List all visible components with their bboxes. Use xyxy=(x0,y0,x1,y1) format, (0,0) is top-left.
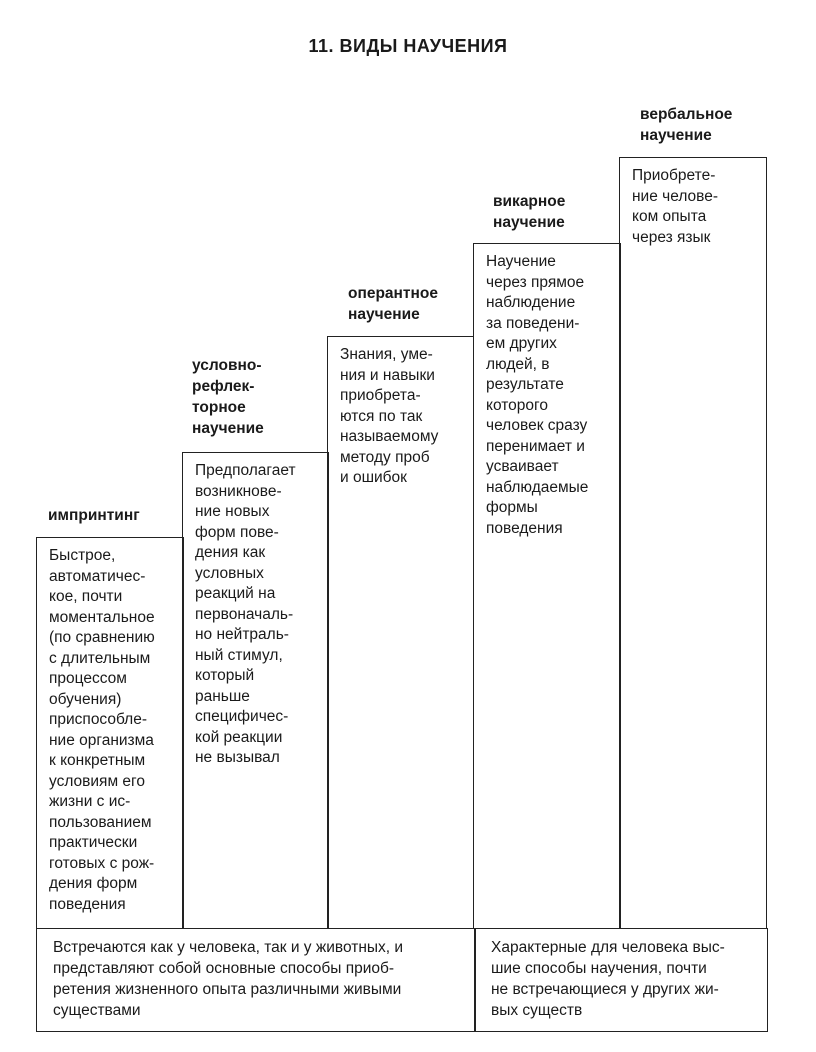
column-imprinting xyxy=(36,537,184,929)
desc-line: первоначаль- xyxy=(195,605,294,623)
desc-line: с длительным xyxy=(49,649,151,667)
heading-line: научение xyxy=(640,127,712,144)
desc-line: возникнове- xyxy=(195,482,282,500)
desc-line: реакций на xyxy=(195,585,276,602)
desc-line: кое, почти xyxy=(49,588,123,605)
footer-line: существами xyxy=(53,1002,141,1019)
heading-line: научение xyxy=(493,214,565,231)
desc-line: кой реакции xyxy=(195,728,283,746)
column-operant xyxy=(327,336,474,929)
desc-line: называемому xyxy=(340,428,439,445)
heading-conditioned-reflex xyxy=(192,355,264,439)
desc-line: Быстрое, xyxy=(49,547,116,564)
desc-line: приспособле- xyxy=(49,711,147,728)
description-imprinting xyxy=(49,546,173,915)
description-vicarious xyxy=(486,252,610,539)
desc-line: (по сравнению xyxy=(49,629,155,646)
desc-line: результате xyxy=(486,376,564,393)
desc-line: поведения xyxy=(486,519,563,537)
column-vicarious xyxy=(473,243,621,929)
heading-line: торное xyxy=(192,399,246,416)
desc-line: условиям его xyxy=(49,772,145,790)
desc-line: ния и навыки xyxy=(340,366,435,384)
desc-line: но нейтраль- xyxy=(195,626,289,643)
column-conditioned-reflex xyxy=(182,452,329,929)
footer-line: шие способы научения, почти xyxy=(491,960,707,977)
desc-line: специфичес- xyxy=(195,708,289,725)
desc-line: автоматичес- xyxy=(49,567,146,585)
desc-line: ние организма xyxy=(49,731,154,749)
heading-vicarious xyxy=(493,191,565,233)
desc-line: приобрета- xyxy=(340,387,421,404)
desc-line: через язык xyxy=(632,228,711,246)
desc-line: жизни с ис- xyxy=(49,793,131,810)
desc-line: практически xyxy=(49,834,138,851)
description-operant xyxy=(340,345,463,489)
desc-line: поведения xyxy=(49,895,126,913)
footer-line: вых существ xyxy=(491,1002,583,1019)
desc-line: методу проб xyxy=(340,448,430,466)
desc-line: усваивает xyxy=(486,458,559,475)
desc-line: ем других xyxy=(486,335,557,352)
description-conditioned-reflex xyxy=(195,461,318,769)
heading-line: рефлек- xyxy=(192,378,255,395)
desc-line: ный стимул, xyxy=(195,646,283,664)
heading-line: импринтинг xyxy=(48,507,140,524)
desc-line: и ошибок xyxy=(340,469,407,486)
desc-line: через прямое xyxy=(486,273,585,291)
desc-line: ние челове- xyxy=(632,187,719,205)
footer-box-common xyxy=(36,928,476,1032)
desc-line: раньше xyxy=(195,687,250,705)
footer-box-human xyxy=(474,928,768,1032)
desc-line: перенимает и xyxy=(486,437,585,455)
footer-line: Характерные для человека выс- xyxy=(491,939,725,956)
footer-line: Встречаются как у человека, так и у животных, и xyxy=(53,939,404,956)
desc-line: который xyxy=(195,667,255,684)
footer-line: ретения жизненного опыта различными живыми xyxy=(53,981,402,998)
desc-line: дения форм xyxy=(49,875,138,892)
heading-verbal xyxy=(640,104,732,146)
desc-line: формы xyxy=(486,499,538,516)
page-title: 11. ВИДЫ НАУЧЕНИЯ xyxy=(308,36,508,56)
desc-line: наблюдаемые xyxy=(486,478,589,496)
heading-line: научение xyxy=(348,306,420,323)
desc-line: Приобрете- xyxy=(632,167,716,184)
desc-line: дения как xyxy=(195,544,266,561)
desc-line: наблюдение xyxy=(486,294,576,311)
heading-line: условно- xyxy=(192,357,262,374)
column-verbal xyxy=(619,157,767,929)
desc-line: человек сразу xyxy=(486,417,588,434)
desc-line: которого xyxy=(486,396,548,414)
desc-line: Знания, уме- xyxy=(340,346,433,363)
desc-line: ние новых xyxy=(195,503,270,520)
desc-line: за поведени- xyxy=(486,314,580,332)
heading-operant xyxy=(348,283,438,325)
desc-line: условных xyxy=(195,564,264,582)
desc-line: процессом xyxy=(49,670,127,687)
desc-line: пользованием xyxy=(49,813,152,831)
heading-imprinting xyxy=(48,505,140,526)
desc-line: Предполагает xyxy=(195,462,296,479)
heading-line: научение xyxy=(192,420,264,437)
desc-line: людей, в xyxy=(486,355,550,373)
description-verbal xyxy=(632,166,756,248)
heading-line: вербальное xyxy=(640,106,733,123)
footer-line: не встречающиеся у других жи- xyxy=(491,981,719,998)
desc-line: Научение xyxy=(486,253,556,270)
heading-line: оперантное xyxy=(348,285,438,302)
desc-line: ются по так xyxy=(340,407,423,425)
footer-human-text xyxy=(491,937,755,1021)
desc-line: обучения) xyxy=(49,690,122,708)
desc-line: моментальное xyxy=(49,608,155,626)
desc-line: форм пове- xyxy=(195,523,279,541)
desc-line: не вызывал xyxy=(195,749,280,766)
desc-line: ком опыта xyxy=(632,208,707,225)
desc-line: к конкретным xyxy=(49,752,146,769)
heading-line: викарное xyxy=(493,193,566,210)
footer-common-text xyxy=(53,937,463,1021)
footer-line: представляют собой основные способы приоб- xyxy=(53,960,395,977)
desc-line: готовых с рож- xyxy=(49,854,155,872)
